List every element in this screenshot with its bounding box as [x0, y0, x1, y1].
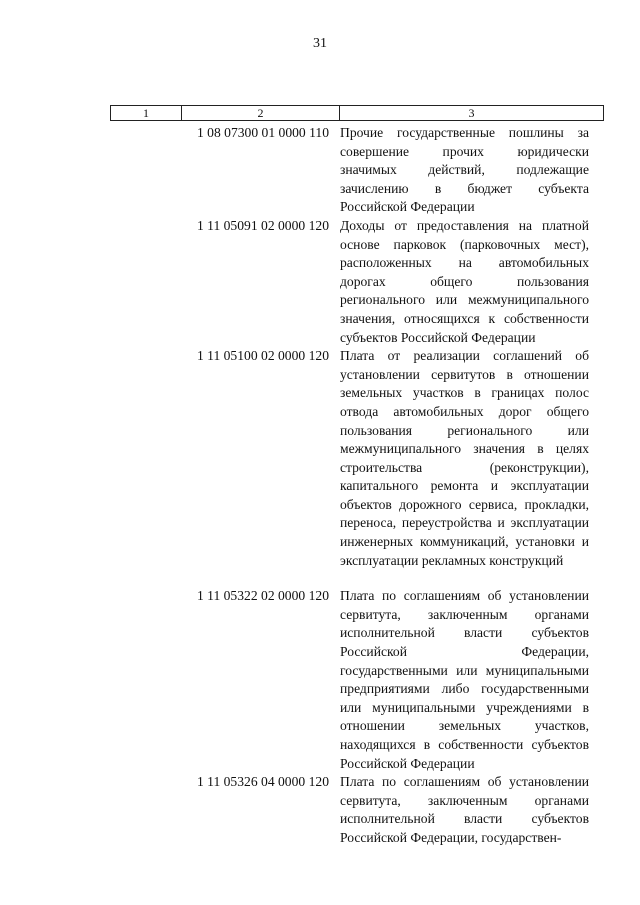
table-row — [110, 124, 604, 217]
income-code: 1 11 05322 02 0000 120 — [196, 588, 329, 604]
column-header-2: 2 — [182, 106, 340, 120]
table-row — [110, 587, 604, 773]
page-number: 31 — [313, 36, 327, 51]
income-description: Плата по соглашениям об установлении сервитута, заключенным органами исполнительной власти субъектов Российской Федерации, государствен- — [340, 774, 589, 845]
table-row — [110, 347, 604, 570]
income-code: 1 11 05100 02 0000 120 — [196, 348, 329, 364]
income-code: 1 11 05091 02 0000 120 — [196, 217, 329, 233]
table-body — [110, 124, 604, 848]
table-row — [110, 773, 604, 847]
table-row — [110, 217, 604, 347]
table-header — [110, 105, 604, 121]
income-description: Доходы от предоставления на платной основе парковок (парковочных мест), расположенных на автомобильных дорогах общего пользования регионального или межмуниципального значения, относящихся к собственности субъектов Российской Федерации — [340, 217, 589, 345]
income-description: Прочие государственные пошлины за совершение прочих юридически значимых действий, подлежащие зачислению в бюджет субъекта Российской Федерации — [340, 125, 589, 215]
column-header-3: 3 — [468, 106, 475, 120]
income-description: Плата от реализации соглашений об установлении сервитутов в отношении земельных участков в границах полос отвода автомобильных дорог общего пользования регионального или межмуниципального значения в целях строительства (реконструкции), капитального ремонта и эксплуатации объектов дорожного сервиса, прокладки, переноса, переустройства и эксплуатации инженерных коммуникаций, установки и эксплуатации рекламных конструкций — [340, 348, 589, 568]
column-header-1: 1 — [111, 106, 182, 120]
income-description: Плата по соглашениям об установлении сервитута, заключенным органами исполнительной власти субъектов Российской Федерации, государственными или муниципальными предприятиями либо государственными или муниципальными учреждениями в отношении земельных участков, находящихся в собственности субъектов Российской Федерации — [340, 588, 589, 771]
income-code: 1 11 05326 04 0000 120 — [196, 774, 329, 790]
income-code: 1 08 07300 01 0000 110 — [196, 125, 329, 140]
